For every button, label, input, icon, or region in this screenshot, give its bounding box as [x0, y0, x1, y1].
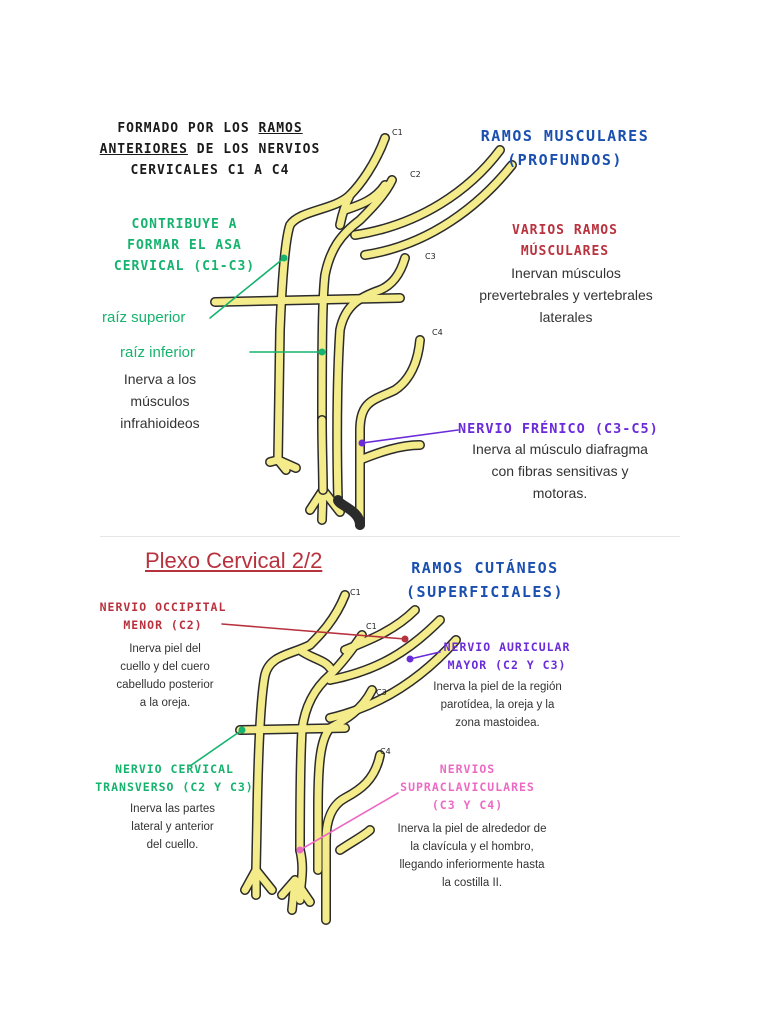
- varios-ramos-title: [490, 220, 640, 262]
- intro-line1-underlined: RAMOS: [258, 121, 303, 136]
- infrahioideos-line3: infrahioideos: [120, 415, 200, 431]
- section-divider: [100, 536, 680, 537]
- intro-line2: DE LOS NERVIOS: [187, 142, 321, 157]
- ramos-musculares-heading: [470, 124, 660, 172]
- asa-cervical-title: [92, 214, 277, 277]
- intro-line2-underlined: ANTERIORES: [99, 142, 188, 157]
- c1-label-a: C1: [350, 588, 361, 597]
- c1-label-b: C1: [366, 622, 377, 631]
- c3-label: C3: [425, 252, 436, 261]
- ramos-musculares-line1: RAMOS MUSCULARES: [480, 127, 650, 145]
- frenico-title: NERVIO FRÉNICO (C3-C5): [458, 421, 659, 437]
- supra-desc-line4: la costilla II.: [441, 877, 503, 889]
- transverso-desc-line3: del cuello.: [146, 839, 199, 851]
- asa-line3: CERVICAL (C1-C3): [113, 259, 256, 274]
- auricular-title: [432, 638, 582, 674]
- transverso-title-line1: NERVIO CERVICAL: [115, 762, 234, 776]
- auricular-description: [410, 678, 585, 732]
- c2-label: C2: [410, 170, 421, 179]
- c1-label: C1: [392, 128, 403, 137]
- raiz-superior-label: raíz superior: [102, 309, 186, 326]
- intro-text: [95, 118, 325, 181]
- supra-desc-line1: Inerva la piel de alrededor de: [397, 823, 547, 835]
- plexus-diagram-superficial: [0, 540, 768, 1024]
- occipital-desc-line3: cabelludo posterior: [116, 679, 214, 691]
- occipital-title-line1: NERVIO OCCIPITAL: [99, 600, 227, 614]
- intro-line1: FORMADO POR LOS: [117, 121, 259, 136]
- infrahioideos-description: [100, 368, 220, 434]
- raiz-inferior-label: raíz inferior: [120, 344, 196, 361]
- varios-ramos-description: [450, 262, 682, 328]
- varios-title-line1: VARIOS RAMOS: [512, 223, 618, 238]
- page-title: Plexo Cervical 2/2: [145, 548, 323, 573]
- transverso-title-line2: TRANSVERSO (C2 Y C3): [95, 780, 254, 794]
- c4-label: C4: [432, 328, 443, 337]
- transverso-desc-line1: Inerva las partes: [129, 803, 215, 815]
- auricular-desc-line2: parotídea, la oreja y la: [440, 699, 555, 711]
- supraclaviculares-description: [372, 820, 572, 892]
- varios-desc-line3: laterales: [539, 309, 593, 325]
- infrahioideos-line1: Inerva a los: [123, 371, 197, 387]
- supra-title-line2: SUPRACLAVICULARES: [400, 780, 535, 794]
- transverso-description: [105, 800, 240, 854]
- auricular-desc-line3: zona mastoidea.: [455, 717, 540, 729]
- occipital-desc-line2: cuello y del cuero: [120, 661, 210, 673]
- occipital-desc-line1: Inerva piel del: [129, 643, 201, 655]
- supra-title-line1: NERVIOS: [439, 762, 496, 776]
- c4-label: C4: [380, 747, 391, 756]
- occipital-title-line2: MENOR (C2): [123, 618, 203, 632]
- supra-title-line3: (C3 Y C4): [431, 798, 504, 812]
- auricular-title-line2: MAYOR (C2 Y C3): [447, 658, 567, 672]
- auricular-title-line1: NERVIO AURICULAR: [443, 640, 571, 654]
- infrahioideos-line2: músculos: [130, 393, 190, 409]
- frenico-desc-line1: Inerva al músculo diafragma: [472, 441, 648, 457]
- intro-line3: CERVICALES C1 A C4: [130, 163, 290, 178]
- frenico-description: [440, 438, 680, 504]
- frenico-desc-line2: con fibras sensitivas y: [491, 463, 629, 479]
- c3-label: C3: [376, 688, 387, 697]
- supra-desc-line2: la clavícula y el hombro,: [410, 841, 534, 853]
- auricular-desc-line1: Inerva la piel de la región: [433, 681, 562, 693]
- varios-desc-line1: Inervan músculos: [511, 265, 621, 281]
- occipital-desc-line4: a la oreja.: [139, 697, 191, 709]
- ramos-musculares-line2: (PROFUNDOS): [507, 151, 623, 169]
- supraclaviculares-title: [385, 760, 550, 814]
- frenico-desc-line3: motoras.: [532, 485, 588, 501]
- asa-line1: CONTRIBUYE A: [131, 217, 238, 232]
- ramos-cutaneos-heading: [395, 556, 575, 604]
- transverso-title: [92, 760, 257, 796]
- occipital-title: [98, 598, 228, 634]
- occipital-description: [95, 640, 235, 712]
- supra-desc-line3: llegando inferiormente hasta: [399, 859, 545, 871]
- transverso-desc-line2: lateral y anterior: [131, 821, 214, 833]
- varios-desc-line2: prevertebrales y vertebrales: [479, 287, 653, 303]
- asa-line2: FORMAR EL ASA: [127, 238, 242, 253]
- varios-title-line2: MÚSCULARES: [520, 244, 610, 259]
- ramos-cutaneos-line2: (SUPERFICIALES): [406, 583, 564, 601]
- ramos-cutaneos-line1: RAMOS CUTÁNEOS: [411, 559, 559, 577]
